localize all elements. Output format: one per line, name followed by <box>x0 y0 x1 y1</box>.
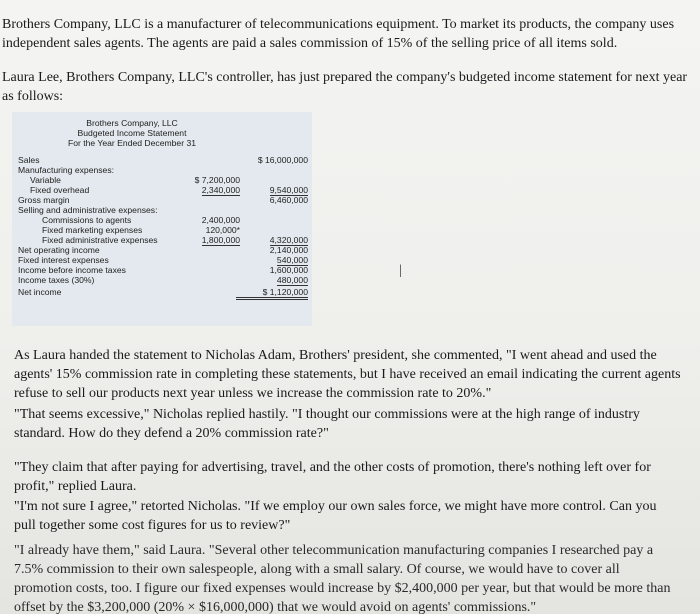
sales-value: $ 16,000,000 <box>257 155 308 165</box>
net-op-value: 2,140,000 <box>269 245 308 255</box>
commissions-value: 2,400,000 <box>201 215 240 225</box>
sga-total-value: 4,320,000 <box>269 235 308 245</box>
before-tax-value: 1,600,000 <box>269 265 308 275</box>
interest-label: Fixed interest expenses <box>18 255 109 265</box>
variable-value: $ 7,200,000 <box>194 175 240 185</box>
tax-value: 480,000 <box>276 275 308 285</box>
text-cursor-icon: I <box>398 262 404 282</box>
sga-row <box>12 205 312 215</box>
gross-margin-value: 6,460,000 <box>269 195 308 205</box>
fixed-overhead-row <box>12 185 312 195</box>
net-op-label: Net operating income <box>18 245 100 255</box>
gross-margin-label: Gross margin <box>18 195 70 205</box>
sales-label: Sales <box>18 155 40 165</box>
interest-row <box>12 255 312 265</box>
fixed-admin-row <box>12 235 312 245</box>
variable-label: Variable <box>30 175 61 185</box>
handed-paragraph: As Laura handed the statement to Nicholas Adam, Brothers' president, she commented, "I went ahead and used the agents' 15% commission rate in completing these statements, but I have received an email indicating the current agents refuse to sell our products next year unless we increase the commission rate to 20%." <box>14 348 681 401</box>
sga-label: Selling and administrative expenses: <box>18 205 158 215</box>
interest-value: 540,000 <box>276 255 308 265</box>
commissions-row <box>12 215 312 225</box>
net-income-row <box>12 287 312 297</box>
statement-title: Budgeted Income Statement <box>77 128 187 138</box>
fixed-marketing-label: Fixed marketing expenses <box>42 225 143 235</box>
net-op-row <box>12 245 312 255</box>
mfg-label: Manufacturing expenses: <box>18 165 115 175</box>
fixed-admin-value: 1,800,000 <box>201 235 240 245</box>
fixed-overhead-value: 2,340,000 <box>201 185 240 195</box>
fixed-admin-label: Fixed administrative expenses <box>42 235 158 245</box>
net-income-value: $ 1,120,000 <box>236 287 308 300</box>
sales-row <box>12 155 312 165</box>
controller-paragraph: Laura Lee, Brothers Company, LLC's controller, has just prepared the company's budgeted income statement for next year as follows: <box>2 70 688 104</box>
mfg-row <box>12 165 312 175</box>
commissions-label: Commissions to agents <box>42 215 132 225</box>
statement-period: For the Year Ended December 31 <box>67 138 197 148</box>
intro-paragraph: Brothers Company, LLC is a manufacturer of telecommunications equipment. To market its products, the company uses independent sales agents. The agents are paid a sales commission of 15% of the selling price of all items sold. <box>2 17 675 51</box>
claim-paragraph: "They claim that after paying for advertising, travel, and the other costs of promotion, there's nothing left over for profit," replied Laura. <box>14 460 651 494</box>
gross-margin-row <box>12 195 312 205</box>
tax-label: Income taxes (30%) <box>18 275 95 285</box>
already-paragraph: "I already have them," said Laura. "Several other telecommunication manufacturing companies I researched pay a 7.5% commission to their own salespeople, along with a small salary. Of course, we would have to cover all promotion costs, too. I figure our fixed expenses would increase by $2,400,000 per year, but that would be more than offset by the $3,200,000 (20% × $16,000,000) that we would avoid on agents' commissions." <box>14 543 671 614</box>
tax-row <box>12 275 312 285</box>
statement-header <box>12 118 252 148</box>
fixed-marketing-value: 120,000* <box>205 225 240 235</box>
statement-company: Brothers Company, LLC <box>86 118 178 128</box>
mfg-total-value: 9,540,000 <box>269 185 308 195</box>
fixed-marketing-row <box>12 225 312 235</box>
before-tax-row <box>12 265 312 275</box>
before-tax-label: Income before income taxes <box>18 265 126 275</box>
variable-row <box>12 175 312 185</box>
not-sure-paragraph: "I'm not sure I agree," retorted Nicholas. "If we employ our own sales force, we might have more control. Can you pull together some cost figures for us to review?" <box>14 499 657 533</box>
fixed-overhead-label: Fixed overhead <box>30 185 90 195</box>
excessive-paragraph: "That seems excessive," Nicholas replied hastily. "I thought our commissions were at the high range of industry standard. How do they defend a 20% commission rate?" <box>14 407 640 441</box>
net-income-label: Net income <box>18 287 62 297</box>
income-statement <box>12 112 312 326</box>
